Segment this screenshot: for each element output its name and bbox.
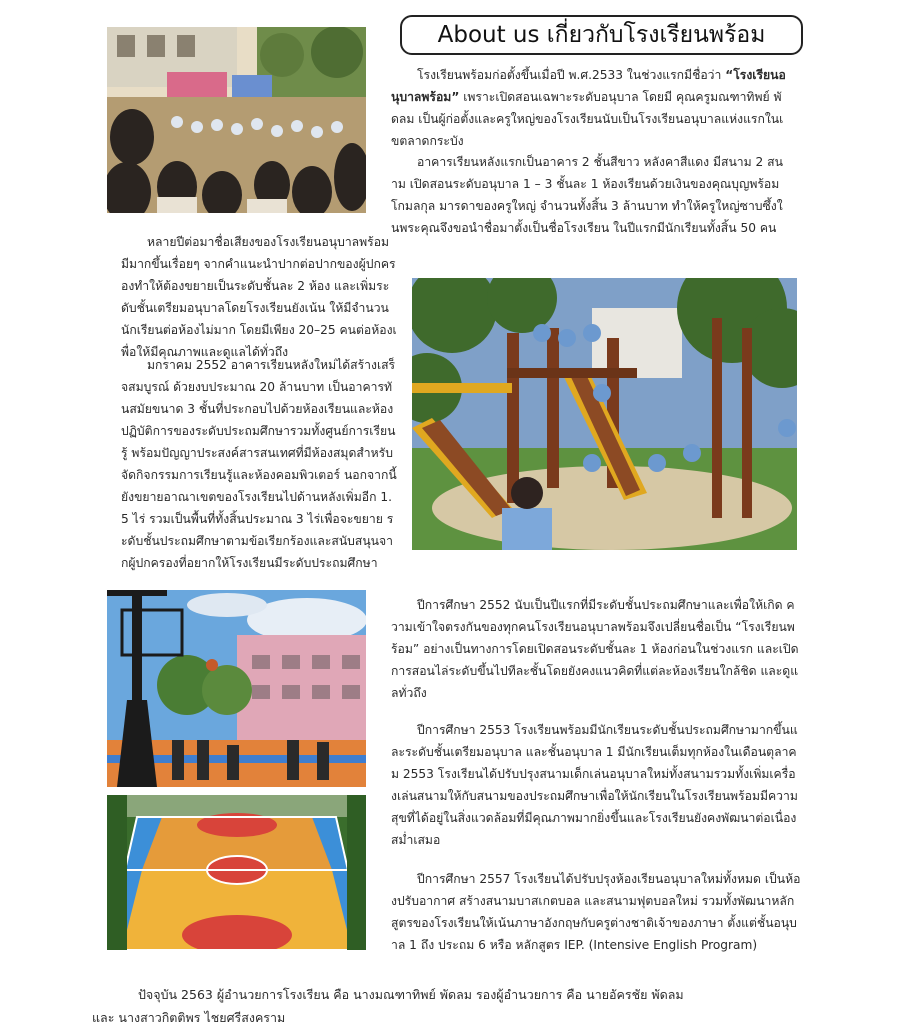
first-building-paragraph: อาคารเรียนหลังแรกเป็นอาคาร 2 ชั้นสีขาว หลังคาสีแดง มีสนาม 2 สนาม เปิดสอนระดับอนุบาล 1 – 3 ชั้นละ 1 ห้องเรียนด้วยเงินของคุณบุญพร้อม โกมลกุล มารดาของครูใหญ่ จำนวนทั้งสิ้น 3 ล้านบาท ทำให้ครูใหญ่ซาบซึ้งในพระคุณจึงขอนำชื่อมาตั้งเป็นชื่อโรงเรียน ในปีแรกมีนักเรียนทั้งสิ้น 50 คน <box>391 155 783 235</box>
directors-line-1: ปัจจุบัน 2563 ผู้อำนวยการโรงเรียน คือ นางมณฑาทิพย์ พัดลม รองผู้อำนวยการ คือ นายอัครชัย พัดลม <box>138 987 684 1002</box>
new-building-paragraph: มกราคม 2552 อาคารเรียนหลังใหม่ได้สร้างเสร็จสมบูรณ์ ด้วยงบประมาณ 20 ล้านบาท เป็นอาคารทันสมัยขนาด 3 ชั้นที่ประกอบไปด้วยห้องเรียนและห้องปฏิบัติการของระดับประถมศึกษารวมทั้งศูนย์การเรียนรู้ พร้อมปัญญาประสงค์สารสนเทศที่มีห้องสมุดสำหรับจัดกิจกรรมการเรียนรู้และห้องคอมพิวเตอร์ นอกจากนี้ยังขยายอาณาเขตของโรงเรียนไปด้านหลังเพิ่มอีก 1.5 ไร่ รวมเป็นพื้นที่ทั้งสิ้นประมาณ 3 ไร่เพื่อจะขยาย ระดับชั้นประถมศึกษาตามข้อเรียกร้องและสนับสนุนจากผู้ปกครองที่อยากให้โรงเรียนมีระดับประถมศึกษา <box>121 358 397 570</box>
directors-line-2: และ นางสาวกิตติพร ไชยศรีสงคราม <box>92 1010 286 1025</box>
intro-lead: โรงเรียนพร้อมก่อตั้งขึ้นเมื่อปี พ.ศ.2533 ในช่วงแรกมีชื่อว่า <box>417 68 726 82</box>
intro-rest: เพราะเปิดสอนเฉพาะระดับอนุบาล โดยมี คุณครูมณฑาทิพย์ พัดลม เป็นผู้ก่อตั้งและครูใหญ่ของโรงเรียนนับเป็นโรงเรียนอนุบาลแห่งแรกในเขตลาดกระบัง <box>391 90 784 148</box>
photo-sports-court <box>107 795 366 950</box>
intro-paragraph <box>391 64 787 152</box>
primary-start-paragraph: ปีการศึกษา 2552 นับเป็นปีแรกที่มีระดับชั้นประถมศึกษาและเพื่อให้เกิด ความเข้าใจตรงกันของทุกคนโรงเรียนอนุบาลพร้อมจึงเปลี่ยนชื่อเป็น “โรงเรียนพร้อม” อย่างเป็นทางการโดยเปิดสอนระดับชั้นละ 1 ห้องก่อนในช่วงแรก และเปิดการสอนไล่ระดับขึ้นไปทีละชั้นโดยยังคงแนวคิดที่แต่ละห้องเรียนใกล้ชิด และดูแลทั่วถึง <box>391 598 799 700</box>
photo-playground-slide <box>412 278 797 550</box>
photo-basketball-hoop <box>107 590 366 787</box>
expansion-paragraph: หลายปีต่อมาชื่อเสียงของโรงเรียนอนุบาลพร้อมมีมากขึ้นเรื่อยๆ จากคำแนะนำปากต่อปากของผู้ปกครองทำให้ต้องขยายเป็นระดับชั้นละ 2 ห้อง และเพิ่มระดับชั้นเตรียมอนุบาลโดยโรงเรียนยังเน้น ให้มีจำนวนนักเรียนต่อห้องไม่มาก โดยมีเพียง 20–25 คนต่อห้องเพื่อให้มีคุณภาพและดูแลได้ทั่วถึง <box>121 235 397 359</box>
current-directors <box>92 983 812 1029</box>
page-title: About us เกี่ยวกับโรงเรียนพร้อม <box>400 15 803 55</box>
photo-old-school-courtyard <box>107 27 366 213</box>
year-2553-paragraph: ปีการศึกษา 2553 โรงเรียนพร้อมมีนักเรียนระดับชั้นประถมศึกษามากขึ้นและระดับชั้นเตรียมอนุบาล และชั้นอนุบาล 1 มีนักเรียนเต็มทุกห้องในเดือนตุลาคม 2553 โรงเรียนได้ปรับปรุงสนามเด็กเล่นอนุบาลใหม่ทั้งสนามรวมทั้งเพิ่มเครื่องเล่นสนามให้กับสนามของประถมศึกษาเพื่อให้นักเรียนในโรงเรียนพร้อมมีความสุขที่ได้อยู่ในสิ่งแวดล้อมที่มีคุณภาพมากยิ่งขึ้นและโรงเรียนยังคงพัฒนาต่อเนื่องสม่ำเสมอ <box>391 723 798 847</box>
intro-school-name: “โรงเรียนอนุบาลพร้อม” <box>391 68 786 104</box>
year-2557-paragraph: ปีการศึกษา 2557 โรงเรียนได้ปรับปรุงห้องเรียนอนุบาลใหม่ทั้งหมด เป็นห้องปรับอากาศ สร้างสนามบาสเกตบอล และสนามฟุตบอลใหม่ รวมทั้งพัฒนาหลักสูตรของโรงเรียนให้เน้นภาษาอังกฤษกับครูต่างชาติเจ้าของภาษา ตั้งแต่ชั้นอนุบาล 1 ถึง ประถม 6 หรือ หลักสูตร IEP. (Intensive English Program) <box>391 872 801 952</box>
